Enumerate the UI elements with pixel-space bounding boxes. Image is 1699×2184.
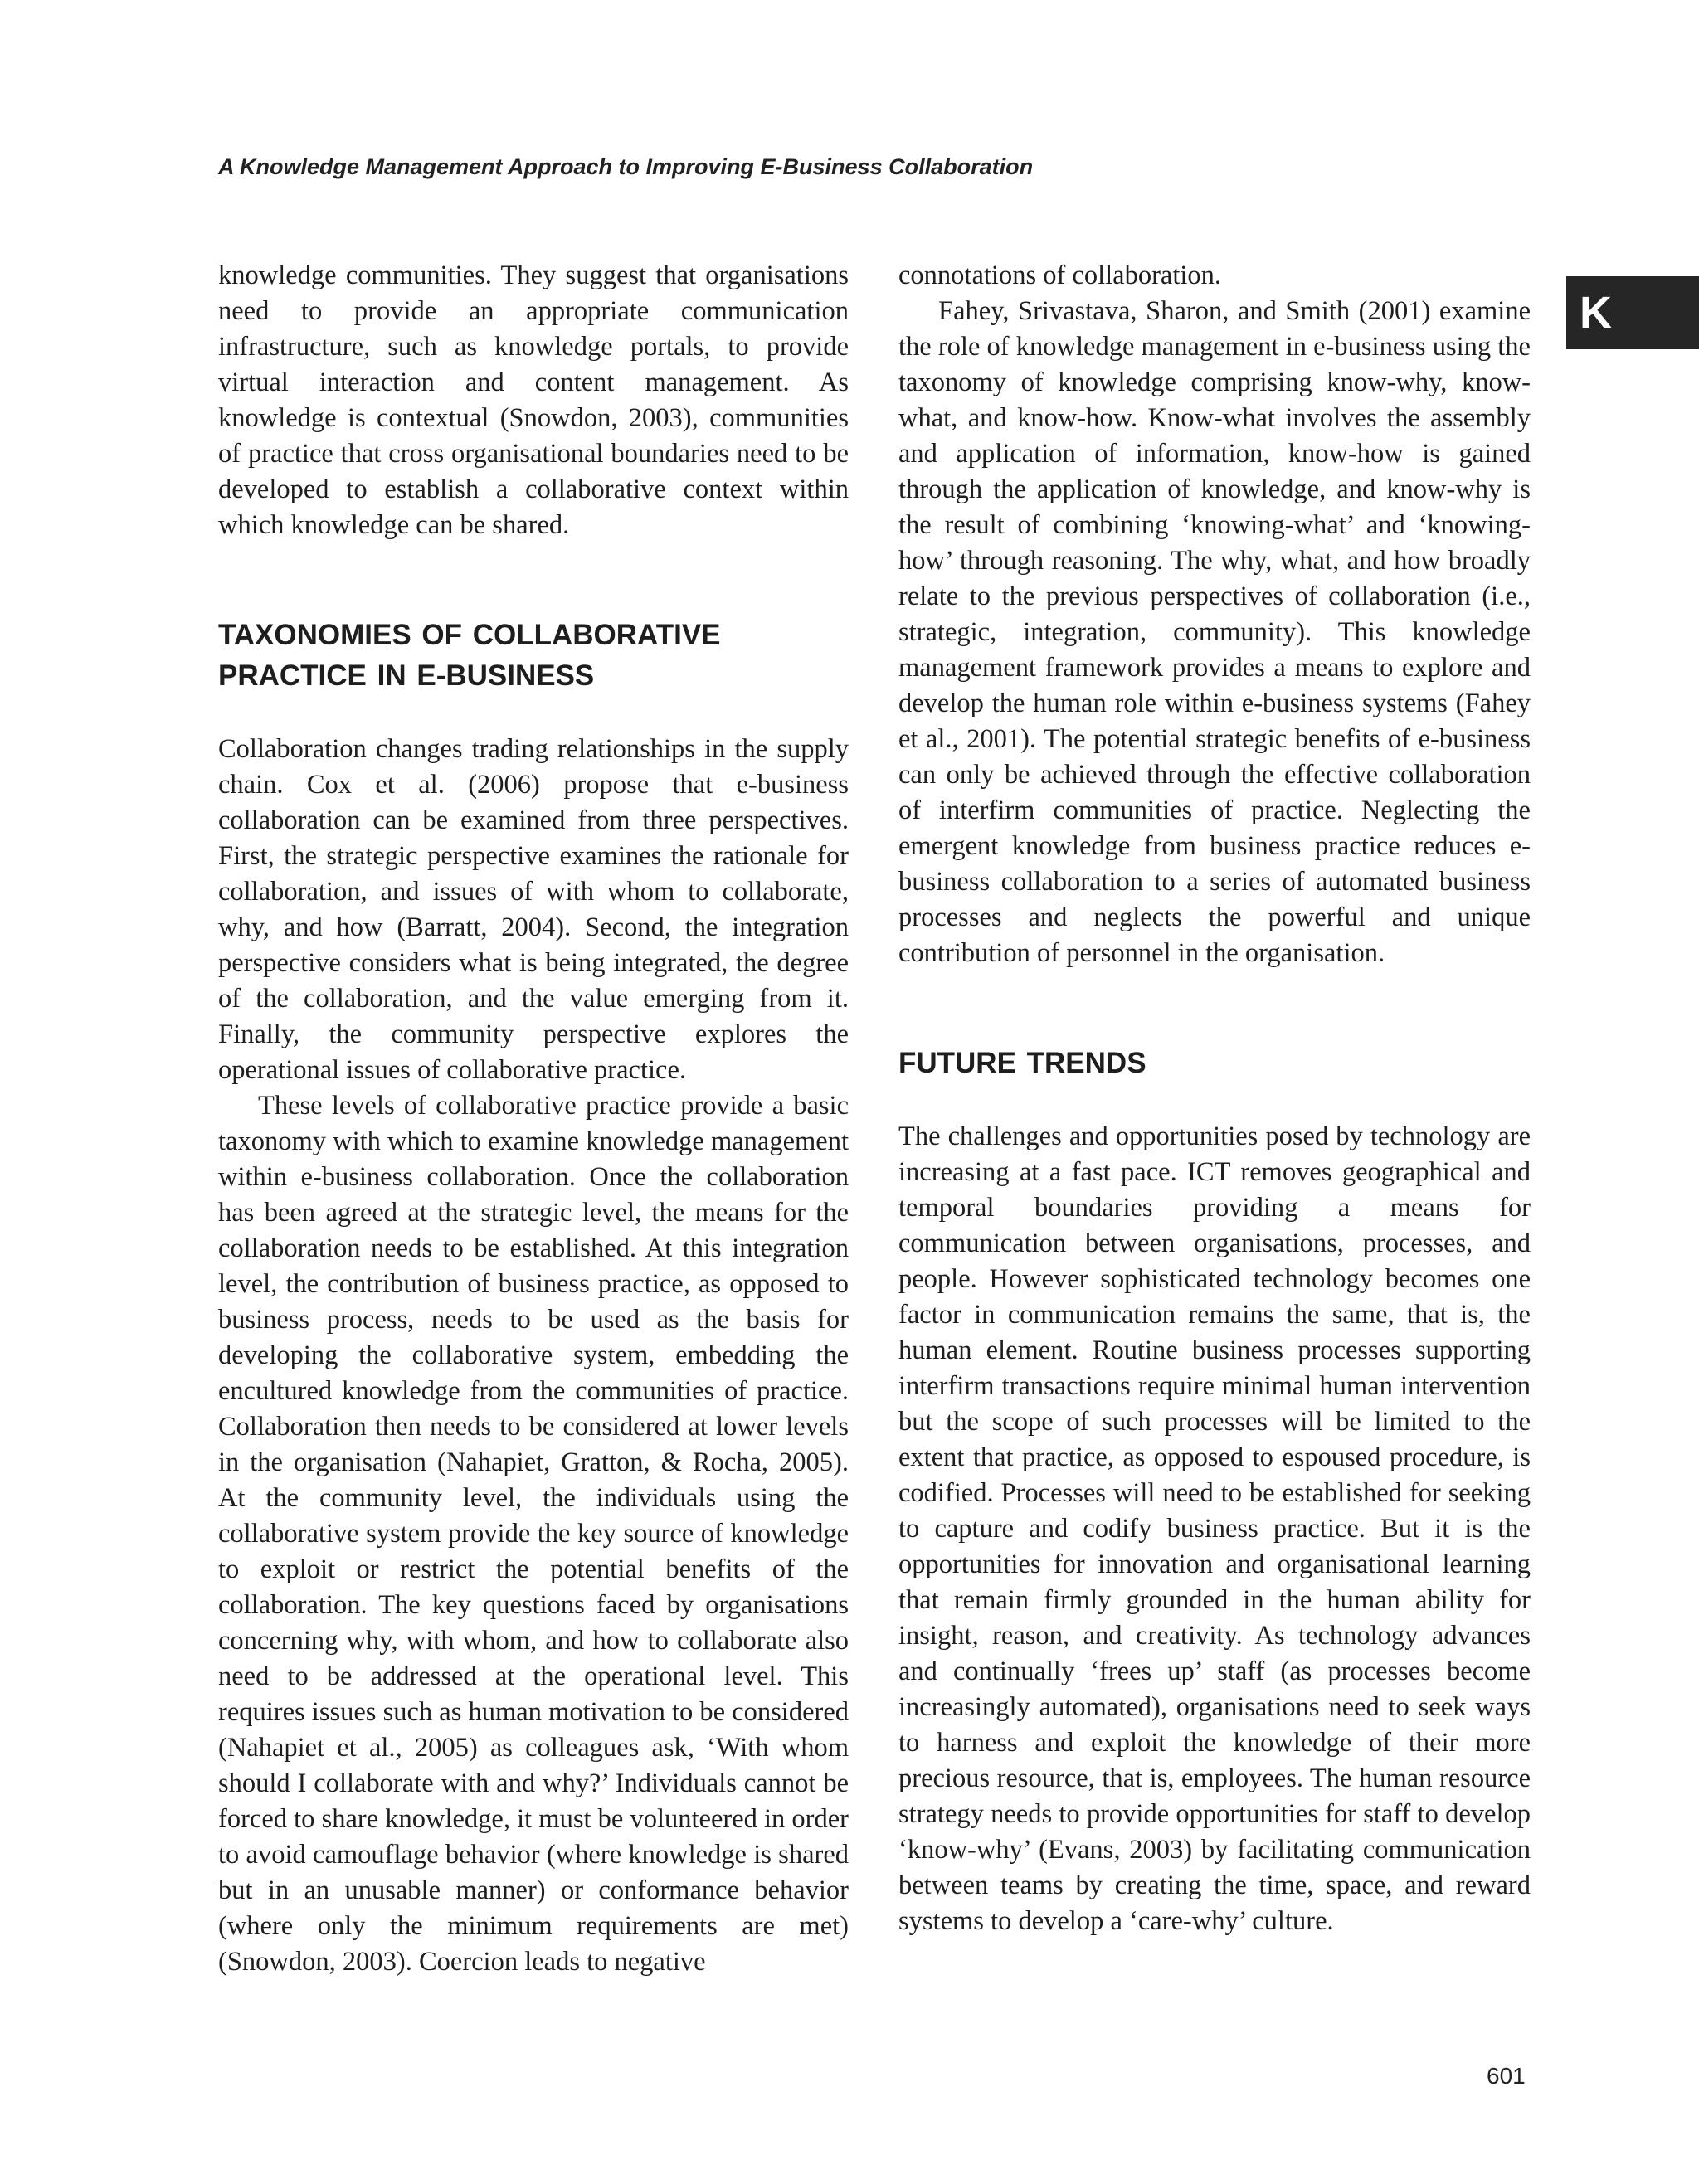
section-letter-tab: K [1566,276,1699,349]
paragraph: These levels of collaborative practice provide a basic taxonomy with which to examine knowledge management within e-business collaboration. Once the collaboration has been agreed at the strategic level, the means for the collaboration needs to be established. At this integration level, the contribution of business practice, as opposed to business process, needs to be used as the basis for developing the collaborative system, embedding the encultured knowledge from the communities of practice. Collaboration then needs to be considered at lower levels in the organisation (Nahapiet, Gratton, & Rocha, 2005). At the community level, the individuals using the collaborative system provide the key source of knowledge to exploit or restrict the potential benefits of the collaboration. The key questions faced by organisations concerning why, with whom, and how to collaborate also need to be addressed at the operational level. This requires issues such as human motivation to be considered (Nahapiet et al., 2005) as colleagues ask, ‘With whom should I collaborate with and why?’ Individuals cannot be forced to share knowledge, it must be volunteered in order to avoid camouflage behavior (where knowledge is shared but in an unusable manner) or conformance behavior (where only the minimum requirements are met) (Snowdon, 2003). Coercion leads to negative [218,1091,849,1977]
paragraph: Fahey, Srivastava, Sharon, and Smith (2001) examine the role of knowledge management in e-business using the taxonomy of knowledge comprising know-why, know-what, and know-how. Know-what involves the assembly and application of information, know-how is gained through the application of knowledge, and know-why is the result of combining ‘knowing-what’ and ‘knowing-how’ through reasoning. The why, what, and how broadly relate to the previous perspectives of collaboration (i.e., strategic, integration, community). This knowledge management framework provides a means to explore and develop the human role within e-business systems (Fahey et al., 2001). The potential strategic benefits of e-business can only be achieved through the effective collaboration of interfirm communities of practice. Neglecting the emergent knowledge from business practice reduces e-business collaboration to a series of automated business processes and neglects the powerful and unique contribution of personnel in the organisation. [898,296,1531,968]
paragraph: connotations of collaboration. [898,260,1222,290]
heading-line: TAXONOMIES OF COLLABORATIVE [218,619,721,651]
paragraph: The challenges and opportunities posed by technology are increasing at a fast pace. ICT removes geographical and temporal boundaries providing a means for communication between organisations, processes, and people. However sophisticated technology becomes one factor in communication remains the same, that is, the human element. Routine business processes supporting interfirm transactions require minimal human intervention but the scope of such processes will be limited to the extent that practice, as opposed to espoused procedure, is codified. Processes will need to be established for seeking to capture and codify business practice. But it is the opportunities for innovation and organisational learning that remain firmly grounded in the human ability for insight, reason, and creativity. As technology advances and continually ‘frees up’ staff (as processes become increasingly automated), organisations need to seek ways to harness and exploit the knowledge of their more precious resource, that is, employees. The human resource strategy needs to provide opportunities for staff to develop ‘know-why’ (Evans, 2003) by facilitating communication between teams by creating the time, space, and reward systems to develop a ‘care-why’ culture. [898,1121,1531,1936]
spacer [218,696,849,732]
right-column [898,258,1531,1939]
paragraph: knowledge communities. They suggest that organisations need to provide an appropriate communication infrastructure, such as knowledge portals, to provide virtual interaction and content management. As knowledge is contextual (Snowdon, 2003), communities of practice that cross organisational boundaries need to be developed to establish a collaborative context within which knowledge can be shared. [218,260,849,540]
spacer [218,543,849,615]
paragraph: Collaboration changes trading relationships in the supply chain. Cox et al. (2006) propose that e-business collaboration can be examined from three perspectives. First, the strategic perspective examines the rationale for collaboration, and issues of with whom to collaborate, why, and how (Barratt, 2004). Second, the integration perspective considers what is being integrated, the degree of the collaboration, and the value emerging from it. Finally, the community perspective explores the operational issues of collaborative practice. [218,734,849,1085]
left-column [218,258,849,1980]
spacer [898,971,1531,1043]
heading-line: PRACTICE IN E-BUSINESS [218,659,595,692]
section-heading-taxonomies [218,615,849,696]
page-number: 601 [1487,2063,1526,2089]
running-head-title: A Knowledge Management Approach to Improving E-Business Collaboration [218,154,1034,179]
spacer [898,1083,1531,1119]
section-heading-future-trends: FUTURE TRENDS [898,1047,1146,1079]
